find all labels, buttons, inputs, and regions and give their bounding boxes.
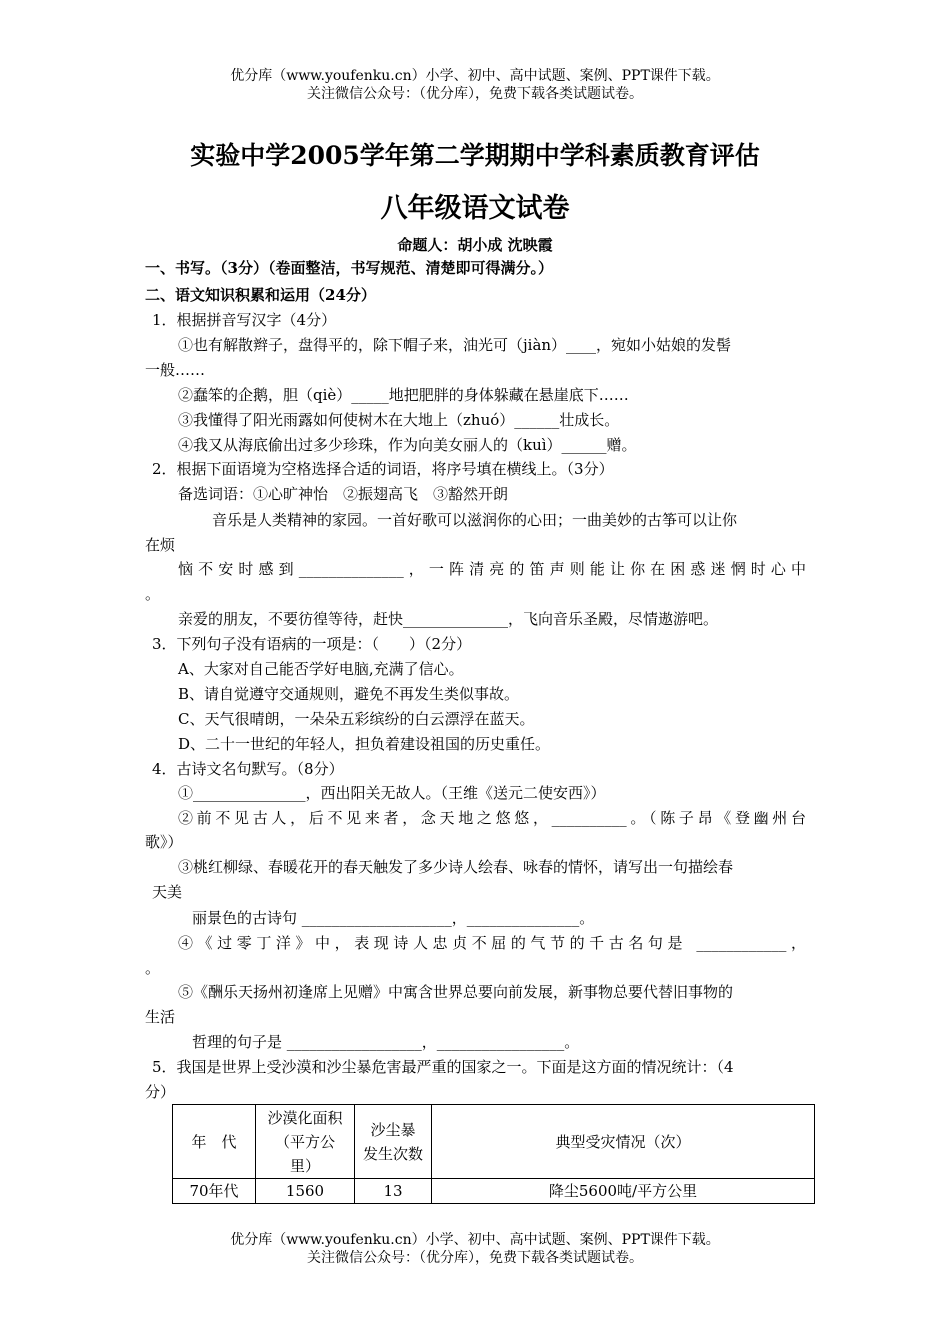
footer-line-2: 关注微信公众号：（优分库），免费下载各类试题试卷。 [307, 1250, 643, 1266]
question-4e-answer: 哲理的句子是 __________________，_________________。 [192, 1033, 580, 1051]
question-3: 3．下列句子没有语病的一项是：（ ）（2分） [152, 635, 472, 653]
question-2: 2．根据下面语境为空格选择合适的词语，将序号填在横线上。（3分） [152, 460, 614, 478]
question-3-option-d: D、二十一世纪的年轻人，担负着建设祖国的历史重任。 [178, 735, 551, 753]
question-2-passage-2-cont: 。 [145, 585, 161, 603]
question-4c-cont: 天美 [152, 883, 183, 901]
question-4e-cont: 生活 [145, 1008, 176, 1026]
question-4: 4．古诗文名句默写。（8分） [152, 760, 344, 778]
question-4c-answer: 丽景色的古诗句 ____________________，_______________。 [192, 909, 595, 927]
question-3-option-b: B、请自觉遵守交通规则，避免不再发生类似事故。 [178, 685, 520, 703]
header-cell-storms-line-2: 发生次数 [362, 1144, 423, 1163]
header-cell-area-line-2: （平方公 [274, 1132, 335, 1151]
cell-damage: 降尘5600吨/平方公里 [432, 1179, 815, 1204]
table-header-row [173, 1105, 815, 1179]
question-1b: ②蠢笨的企鹅，胆（qiè）_____地把肥胖的身体躲藏在悬崖底下…… [178, 386, 629, 404]
question-1a-cont: 一般…… [145, 361, 206, 379]
section-2-heading: 二、语文知识积累和运用（24分） [145, 286, 376, 304]
question-2-passage-3: 亲爱的朋友，不要彷徨等待，赶快______________，飞向音乐圣殿，尽情遨游吧。 [178, 610, 719, 628]
question-5: 5．我国是世界上受沙漠和沙尘暴危害最严重的国家之一。下面是这方面的情况统计：（4 [152, 1058, 734, 1076]
question-4b-cont: 歌》） [145, 833, 183, 851]
header-cell-era: 年 代 [173, 1105, 256, 1179]
question-4c: ③桃红柳绿、春暖花开的春天触发了多少诗人绘春、咏春的情怀，请写出一句描绘春 [178, 858, 734, 876]
question-4a: ①_______________，西出阳关无故人。（王维《送元二使安西》） [178, 784, 606, 802]
cell-era: 70年代 [173, 1179, 256, 1204]
cell-area: 1560 [256, 1179, 355, 1204]
question-4b: ②前不见古人，后不见来者，念天地之悠悠，__________。（陈子昂《登幽州台 [178, 809, 806, 827]
question-4e: ⑤《酬乐天扬州初逢席上见赠》中寓含世界总要向前发展，新事物总要代替旧事物的 [178, 983, 734, 1001]
header-cell-storms [355, 1105, 432, 1179]
header-cell-area-line-1: 沙漠化面积 [267, 1108, 343, 1127]
footer-line-1: 优分库（www.youfenku.cn）小学、初中、高中试题、案例、PPT课件下载。 [230, 1232, 720, 1248]
exam-author: 命题人：胡小成 沈映霞 [397, 236, 553, 254]
question-2-passage-2: 恼不安时感到______________，一阵清亮的笛声则能让你在困惑迷惘时心中 [178, 560, 806, 578]
header-cell-area [256, 1105, 355, 1179]
section-1-heading: 一、书写。（3分）（卷面整洁，书写规范、清楚即可得满分。） [145, 259, 553, 277]
statistics-table [172, 1104, 815, 1204]
header-cell-storms-line-1: 沙尘暴 [370, 1120, 416, 1139]
header-line-2: 关注微信公众号：（优分库），免费下载各类试题试卷。 [307, 86, 643, 102]
question-3-option-c: C、天气很晴朗，一朵朵五彩缤纷的白云漂浮在蓝天。 [178, 710, 535, 728]
header-line-1: 优分库（www.youfenku.cn）小学、初中、高中试题、案例、PPT课件下载。 [230, 68, 720, 84]
question-1: 1．根据拼音写汉字（4分） [152, 311, 337, 329]
header-cell-area-line-3: 里） [289, 1156, 320, 1175]
question-2-passage-1: 音乐是人类精神的家园。一首好歌可以滋润你的心田；一曲美妙的古筝可以让你 [212, 511, 738, 529]
question-4d: ④《过零丁洋》中，表现诗人忠贞不屈的气节的千古名句是 ____________， [178, 934, 806, 952]
question-1c: ③我懂得了阳光雨露如何使树木在大地上（zhuó）______壮成长。 [178, 411, 620, 429]
cell-storms: 13 [355, 1179, 432, 1204]
table-row [173, 1179, 815, 1204]
question-5-cont: 分） [145, 1083, 176, 1101]
question-2-options: 备选词语：①心旷神怡 ②振翅高飞 ③豁然开朗 [178, 485, 509, 503]
question-1d: ④我又从海底偷出过多少珍珠，作为向美女丽人的（kuì）______赠。 [178, 436, 637, 454]
header-cell-damage: 典型受灾情况（次） [432, 1105, 815, 1179]
question-2-passage-1-cont: 在烦 [145, 536, 176, 554]
question-1a: ①也有解散辫子，盘得平的，除下帽子来，油光可（jiàn）____，宛如小姑娘的发髻 [178, 336, 732, 354]
question-4d-cont: 。 [145, 959, 161, 977]
question-3-option-a: A、大家对自己能否学好电脑,充满了信心。 [178, 660, 464, 678]
exam-title: 实验中学2005学年第二学期期中学科素质教育评估 [190, 141, 760, 170]
exam-subtitle: 八年级语文试卷 [380, 193, 570, 224]
